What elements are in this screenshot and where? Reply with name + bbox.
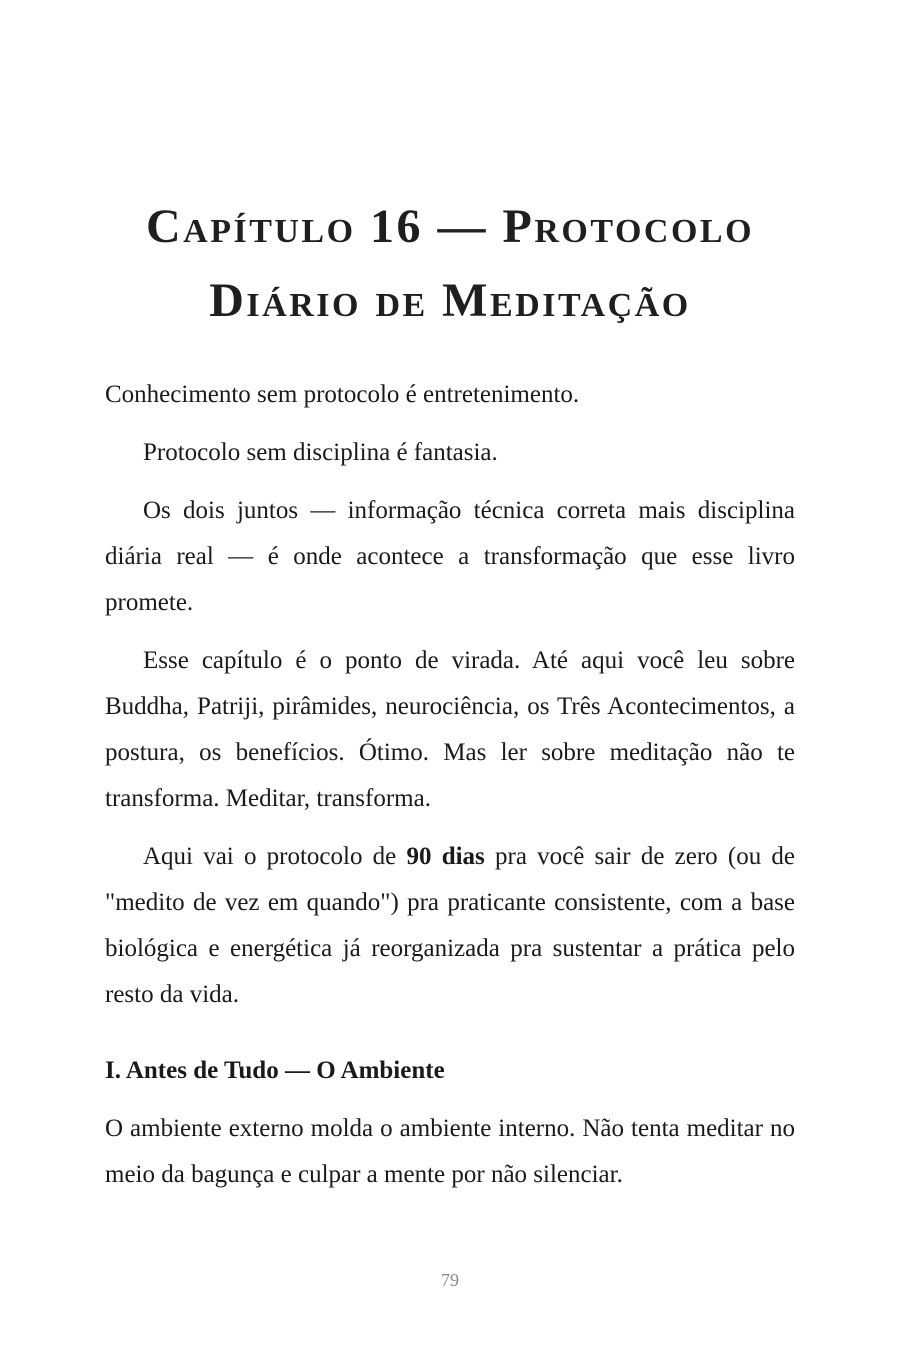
chapter-title-line-2: Diário de Meditação (209, 274, 691, 327)
paragraph-5 (105, 834, 795, 1018)
paragraph-5-text-end: pra você sair de zero (ou de "medito de vez em quando") pra praticante consistente, com a base biológica e energética já reorganizada pra sustentar a prática pelo resto da vida. (105, 843, 795, 1008)
paragraph-5-emphasis: 90 dias (406, 843, 485, 870)
chapter-body (105, 372, 795, 1210)
paragraph-3: Os dois juntos — informação técnica correta mais disciplina diária real — é onde acontece a transformação que esse livro promete. (105, 497, 795, 616)
chapter-title (105, 190, 795, 338)
paragraph-4: Esse capítulo é o ponto de virada. Até aqui você leu sobre Buddha, Patriji, pirâmides, neurociência, os Três Acontecimentos, a postura, os benefícios. Ótimo. Mas ler sobre meditação não te transforma. Meditar, transforma. (105, 647, 795, 812)
paragraph-1: Conhecimento sem protocolo é entretenimento. (105, 381, 580, 408)
section-heading: I. Antes de Tudo — O Ambiente (105, 1057, 445, 1084)
paragraph-2: Protocolo sem disciplina é fantasia. (143, 439, 498, 466)
paragraph-6: O ambiente externo molda o ambiente interno. Não tenta meditar no meio da bagunça e culpar a mente por não silenciar. (105, 1115, 795, 1188)
page-number: 79 (441, 1270, 459, 1290)
chapter-title-line-1: Capítulo 16 — Protocolo (145, 200, 755, 253)
paragraph-5-text-start: Aqui vai o protocolo de (143, 843, 407, 870)
